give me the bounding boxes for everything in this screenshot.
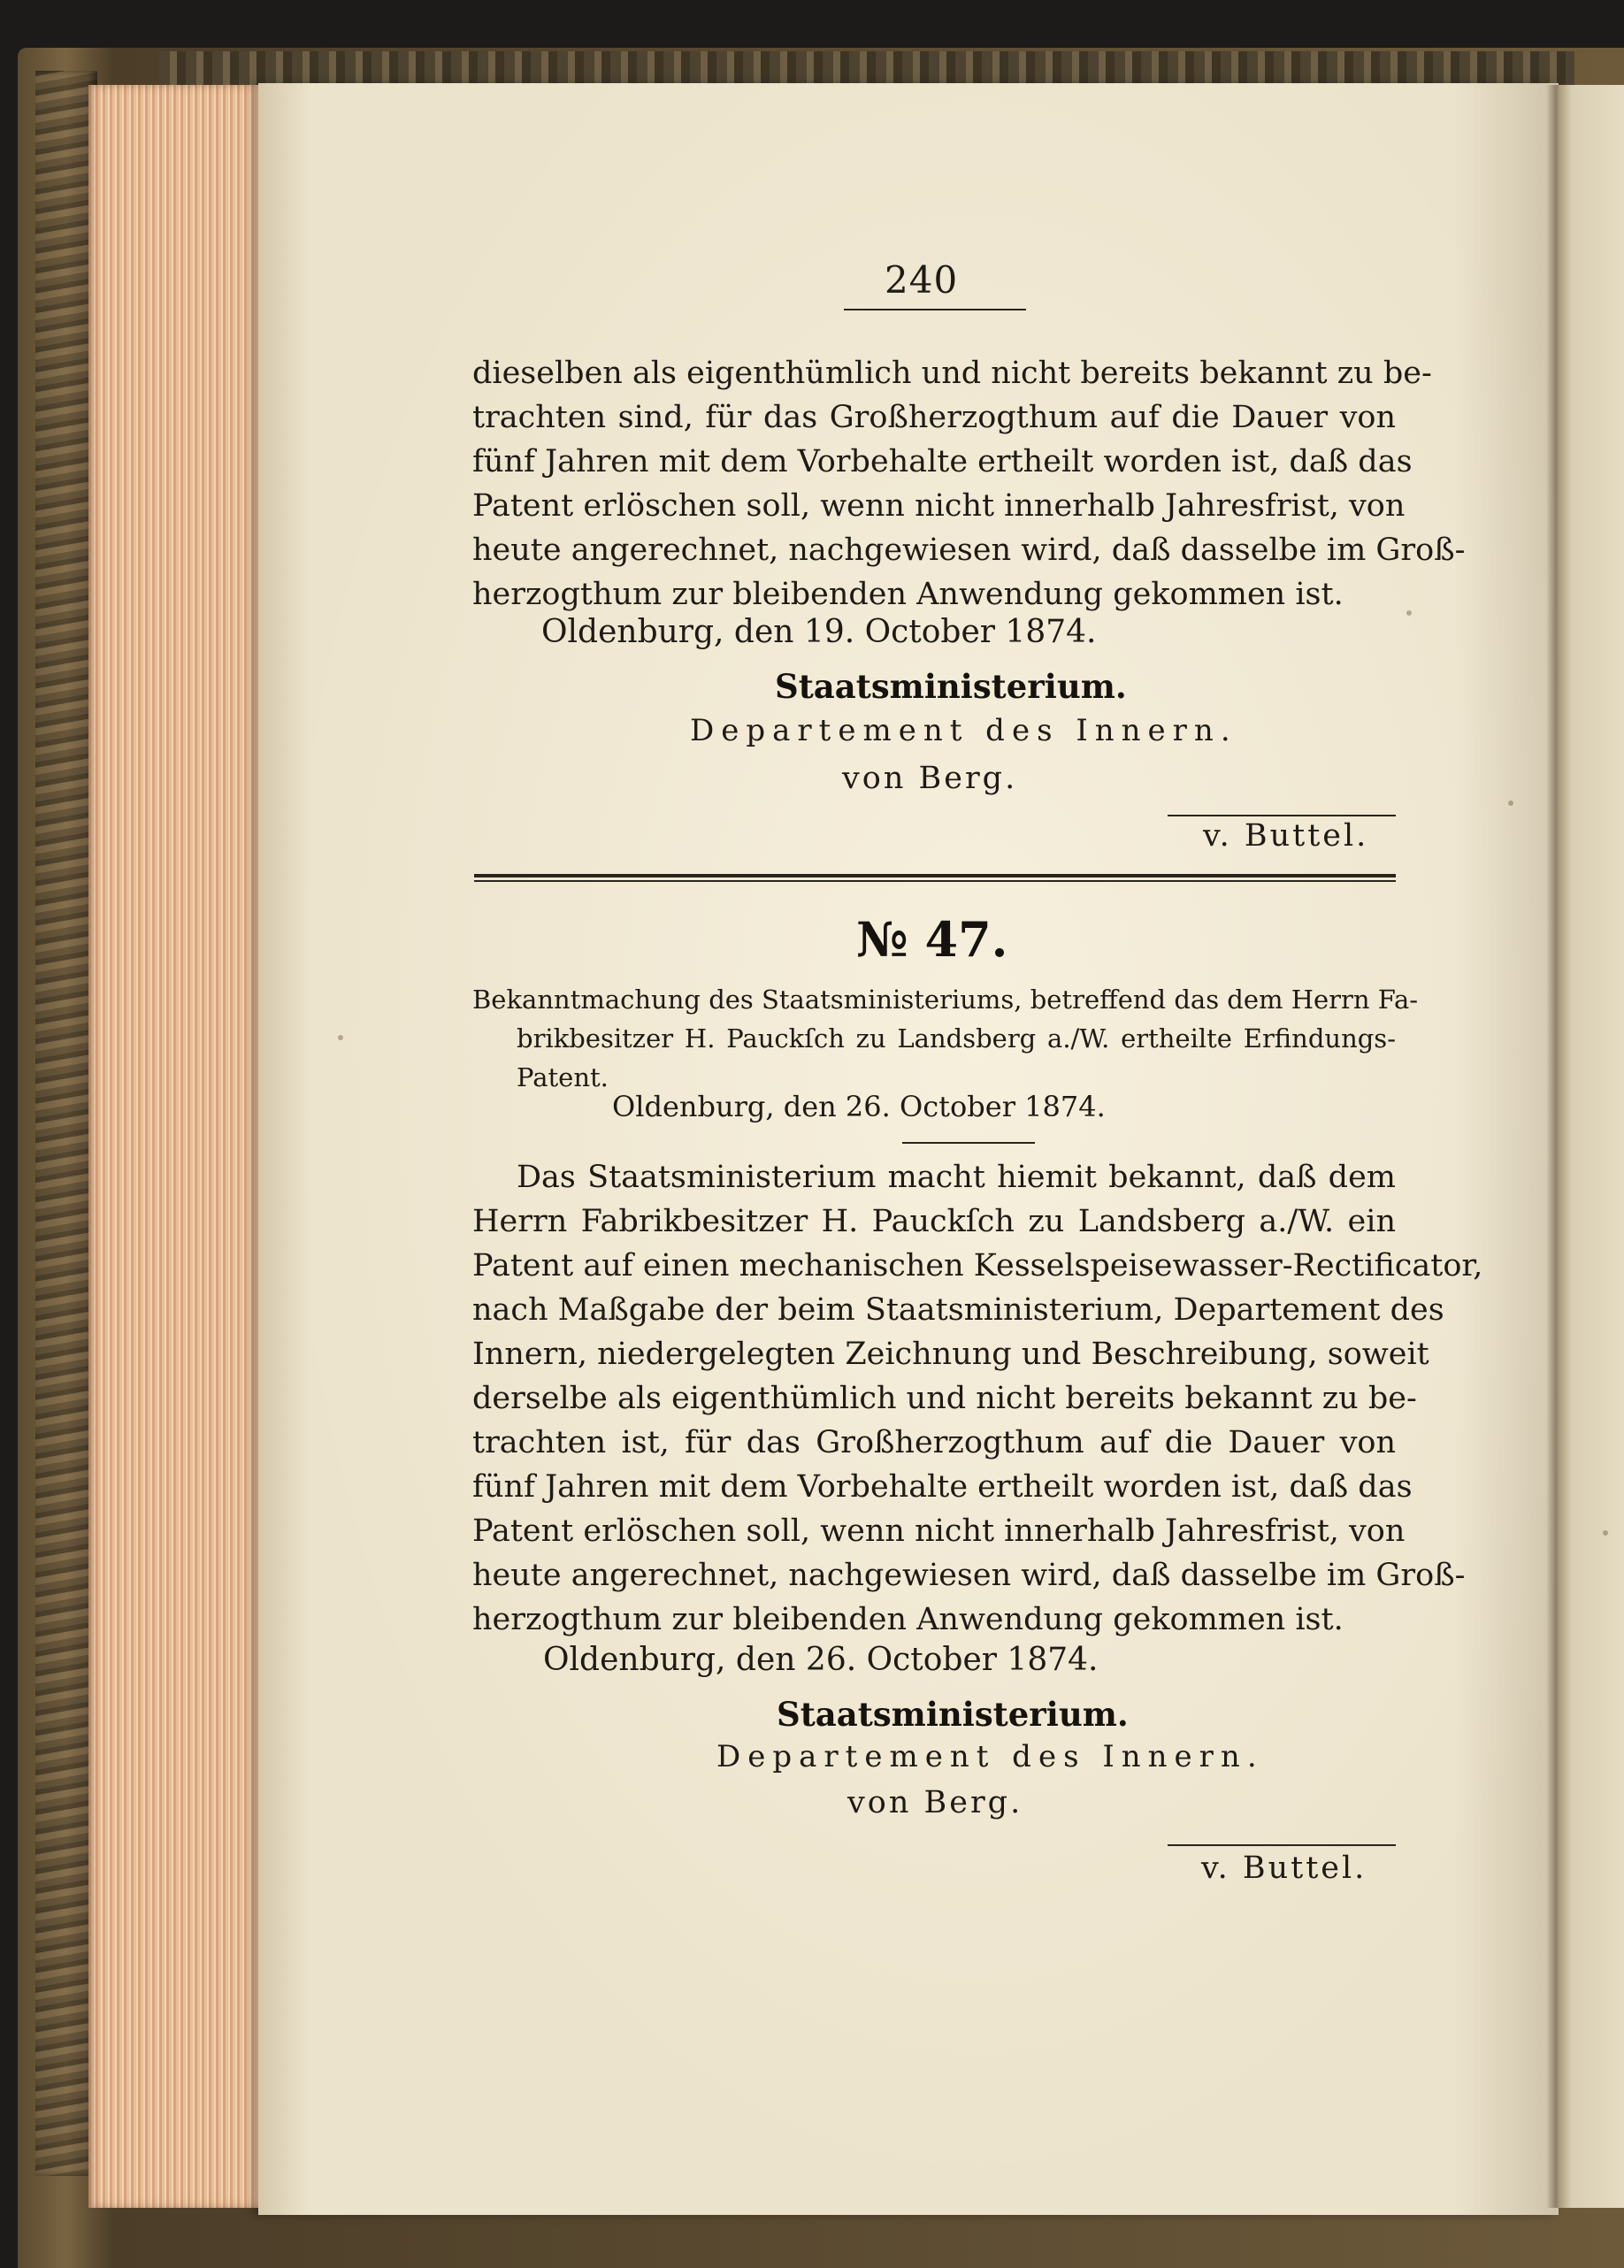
text-line: herzogthum zur bleibenden Anwendung gekommen ist. [472, 577, 1344, 612]
text-line: Patent auf einen mechanischen Kesselspeisewasser-Rectificator, [472, 1248, 1483, 1283]
signer-name: von Berg. [847, 1785, 1023, 1820]
text-line: trachten sind, für das Großherzogthum auf die Dauer von [472, 400, 1396, 435]
page-edges [88, 85, 265, 2208]
notice-number: № 47. [856, 911, 1008, 968]
text-line: derselbe als eigenthümlich und nicht bereits bekannt zu be- [472, 1381, 1417, 1416]
text-line: heute angerechnet, nachgewiesen wird, daß dasselbe im Groß- [472, 533, 1466, 568]
section-separator [474, 874, 1396, 877]
signature-rule [1168, 815, 1396, 816]
section-separator [474, 880, 1396, 882]
date-line: Oldenburg, den 19. October 1874. [541, 614, 1097, 650]
text-line: trachten ist, für das Großherzogthum auf die Dauer von [472, 1425, 1396, 1460]
signer-name: v. Buttel. [1203, 818, 1369, 854]
text-line: Patent erlöschen soll, wenn nicht innerhalb Jahresfrist, von [472, 488, 1406, 524]
text-line: nach Maßgabe der beim Staatsministerium, Departement des [472, 1292, 1444, 1328]
facing-page-edge [1559, 85, 1624, 2208]
text-line: Patent erlöschen soll, wenn nicht innerhalb Jahresfrist, von [472, 1513, 1406, 1549]
department-line: Departement des Innern. [690, 713, 1237, 748]
title-rule [902, 1142, 1035, 1144]
text-line: heute angerechnet, nachgewiesen wird, daß dasselbe im Groß- [472, 1558, 1466, 1593]
cover-top-edge [159, 51, 1574, 87]
signature-rule [1168, 1844, 1396, 1846]
page-number-rule [844, 309, 1026, 310]
text-line: herzogthum zur bleibenden Anwendung gekommen ist. [472, 1602, 1344, 1637]
paper-speck [338, 1035, 343, 1040]
department-line: Departement des Innern. [716, 1739, 1264, 1774]
signer-name: v. Buttel. [1201, 1850, 1367, 1886]
ministry-signature: Staatsministerium. [775, 667, 1127, 706]
paper-speck [1508, 801, 1513, 806]
date-line: Oldenburg, den 26. October 1874. [543, 1642, 1099, 1678]
text-line: dieselben als eigenthümlich und nicht bereits bekannt zu be- [472, 356, 1432, 391]
text-line: fünf Jahren mit dem Vorbehalte ertheilt worden ist, daß das [472, 444, 1413, 479]
text-line: fünf Jahren mit dem Vorbehalte ertheilt worden ist, daß das [472, 1469, 1413, 1505]
signer-name: von Berg. [842, 761, 1018, 796]
page-number: 240 [885, 258, 959, 302]
notice-date: Oldenburg, den 26. October 1874. [612, 1090, 1106, 1123]
notice-title-line: brikbesitzer H. Pauckſch zu Landsberg a./W. ertheilte Erfindungs- [517, 1023, 1396, 1054]
text-line: Herrn Fabrikbesitzer H. Pauckſch zu Landsberg a./W. ein [472, 1204, 1396, 1239]
text-line: Das Staatsministerium macht hiemit bekannt, daß dem [517, 1160, 1396, 1195]
ministry-signature: Staatsministerium. [777, 1695, 1129, 1734]
text-line: Innern, niedergelegten Zeichnung und Beschreibung, soweit [472, 1337, 1429, 1372]
paper-speck [1603, 1530, 1608, 1536]
paper-speck [1406, 610, 1412, 616]
notice-title-line: Bekanntmachung des Staatsministeriums, betreffend das dem Herrn Fa- [472, 985, 1419, 1015]
notice-title-line: Patent. [517, 1062, 609, 1092]
